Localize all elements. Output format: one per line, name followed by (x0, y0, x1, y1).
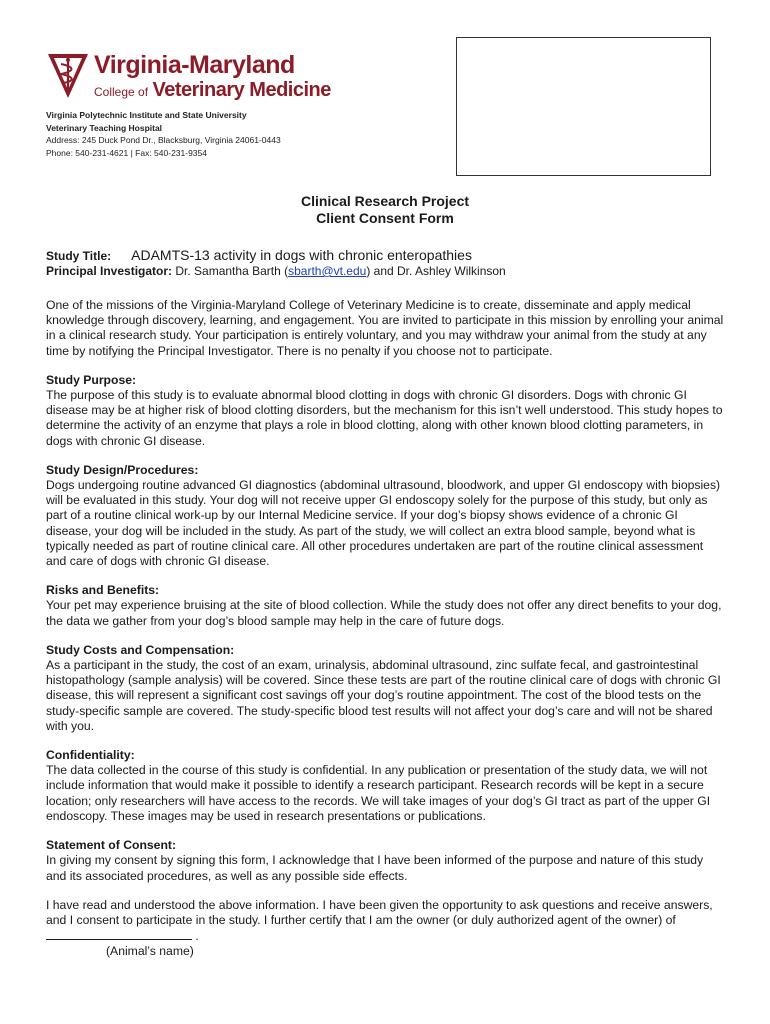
purpose-paragraph: The purpose of this study is to evaluate abnormal blood clotting in dogs with chronic GI disorders. Dogs with chronic GI disease may be at higher risk of blood clotting disorders, but the mechanism for this isn’t well understood. This study hopes to determine the activity of an enzyme that plays a role in blood clotting, along with other known blood clotting parameters, in dogs with chronic GI disease. (46, 388, 723, 448)
design-heading: Study Design/Procedures: (46, 462, 199, 477)
consent-body (46, 298, 726, 960)
design-paragraph: Dogs undergoing routine advanced GI diagnostics (abdominal ultrasound, bloodwork, and upper GI endoscopy with biopsies) will be evaluated in this study. Your dog will not receive upper GI endoscopy solely for the purpose of this study, but only as part of a routine clinical work-up by our Internal Medicine service. If your dog’s biopsy shows evidence of a chronic GI disease, your dog will be included in the study. As part of the study, we will collect an extra blood sample, beyond what is typically needed as part of routine clinical care. All other procedures undertaken are part of the routine clinical assessment and care of dogs with chronic GI disease. (46, 478, 721, 569)
hospital-name: Veterinary Teaching Hospital (46, 122, 163, 133)
address: Address: 245 Duck Pond Dr., Blacksburg, Virginia 24061-0443 (46, 135, 281, 145)
logo-name: Virginia-Maryland (94, 51, 295, 79)
study-title-label: Study Title: (46, 249, 112, 263)
purpose-heading: Study Purpose: (46, 372, 137, 387)
final-text: I have read and understood the above information. I have been given the opportunity to ask questions and receive answers, and I consent to participate in the study. I further certify that I am the owner (or duly authorized agent of the owner) of (46, 897, 713, 927)
pi-label: Principal Investigator: (46, 264, 173, 278)
logo-college-of: College of (94, 85, 149, 99)
study-title-row (46, 248, 506, 264)
animal-name-label: (Animal’s name) (106, 944, 194, 959)
form-title (0, 193, 770, 227)
header-contact (46, 109, 281, 159)
costs-paragraph: As a participant in the study, the cost of an exam, urinalysis, abdominal ultrasound, zinc sulfate fecal, and gastrointestinal histopathology (sample analysis) will be covered. Since these tests are part of the routine clinical care of dogs with chronic GI disease, this will represent a significant cost savings off your dog’s routine appointment. The cost of the blood tests on the study-specific sample are covered. The study-specific blood test results will not affect your dog’s care and will not be shared with you. (46, 658, 721, 733)
intro-paragraph: One of the missions of the Virginia-Maryland College of Veterinary Medicine is to create, disseminate and apply medical knowledge through discovery, learning, and engagement. You are invited to participate in this mission by enrolling your animal in a clinical research study. Your participation is entirely voluntary, and you may withdraw your animal from the study at any time by notifying the Principal Investigator. There is no penalty if you choose not to participate. (46, 298, 724, 358)
risks-heading: Risks and Benefits: (46, 583, 160, 598)
costs-heading: Study Costs and Compensation: (46, 642, 235, 657)
pi-email-link[interactable]: sbarth@vt.edu (288, 264, 367, 278)
study-title-value: ADAMTS-13 activity in dogs with chronic enteropathies (131, 247, 472, 263)
logo-vet-med: Veterinary Medicine (152, 79, 331, 101)
final-end: . (192, 929, 199, 944)
photo-box (456, 37, 711, 176)
institution-name: Virginia Polytechnic Institute and State University (46, 110, 247, 120)
confidentiality-heading: Confidentiality: (46, 748, 135, 763)
pi-text-before: Dr. Samantha Barth ( (172, 264, 289, 278)
college-logo (46, 51, 331, 104)
pi-row (46, 264, 506, 279)
phone-fax: Phone: 540-231-4621 | Fax: 540-231-9354 (46, 147, 207, 158)
pi-text-after: ) and Dr. Ashley Wilkinson (366, 264, 506, 278)
consent-heading: Statement of Consent: (46, 838, 177, 853)
animal-name-field[interactable] (46, 928, 192, 940)
confidentiality-paragraph: The data collected in the course of this study is confidential. In any publication or presentation of the study data, we will not include information that would make it possible to identify a research participant. Research records will be kept in a secure location; only researchers will have access to the records. We will take images of your dog’s GI tract as part of the upper GI endoscopy. These images may be used in research presentations or publications. (46, 763, 711, 823)
logo-subtitle (94, 79, 331, 102)
final-paragraph (46, 898, 726, 945)
risks-paragraph: Your pet may experience bruising at the site of blood collection. While the study does not offer any direct benefits to your dog, the data we gather from your dog’s blood sample may help in the care of future dogs. (46, 598, 722, 628)
form-title-line1: Clinical Research Project (300, 193, 470, 209)
form-title-line2: Client Consent Form (316, 210, 454, 226)
consent-paragraph: In giving my consent by signing this form, I acknowledge that I have been informed of the purpose and nature of this study and its associated procedures, as well as any possible side effects. (46, 853, 704, 883)
caduceus-shield-icon (46, 52, 90, 100)
study-info (46, 248, 506, 279)
